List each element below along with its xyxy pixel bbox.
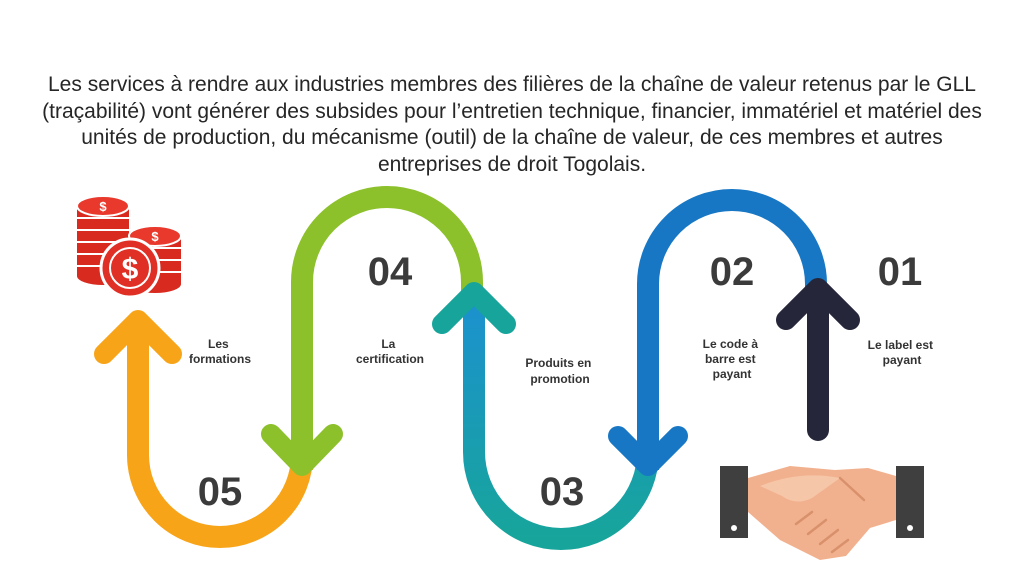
step-01-label-line: Le label est: [867, 338, 934, 352]
step-03-label: [525, 356, 594, 386]
svg-text:$: $: [121, 253, 139, 286]
step-05-label-line: formations: [188, 352, 252, 366]
step-04-number: 04: [367, 250, 413, 294]
step-01-label-line: payant: [882, 353, 922, 367]
svg-text:$: $: [99, 199, 107, 214]
step-02-label-line: barre est: [704, 352, 756, 366]
step-03-label-line: Produits en: [525, 356, 592, 370]
step-01-number: 01: [877, 250, 923, 294]
step-02-label: [703, 337, 762, 381]
step-03-number: 03: [539, 470, 585, 514]
step-03-label-line: promotion: [530, 372, 590, 386]
step-01-label: [868, 338, 937, 367]
step-02-number: 02: [709, 250, 755, 294]
step-05-number: 05: [197, 470, 243, 514]
step-02-label-line: Le code à: [702, 337, 759, 351]
step-02-label-line: payant: [712, 367, 752, 381]
step-04-label: [356, 337, 424, 366]
step-04-label-line: La: [381, 337, 396, 351]
step-02-path: [618, 200, 816, 470]
handshake-icon: [720, 466, 924, 560]
headline: Les services à rendre aux industries membres des filières de la chaîne de valeur retenus par le GLL (traçabilité) vont générer des subsides pour l’entretien technique, financier, immatériel et matériel des unités de production, du mécanisme (outil) de la chaîne de valeur, de ces membres et autres entreprises de droit Togolais.: [42, 73, 982, 176]
step-05-label-line: Les: [207, 337, 229, 351]
svg-text:$: $: [151, 229, 159, 244]
step-01-path: [786, 288, 850, 430]
dollar-coins-icon: [77, 196, 181, 297]
step-05-label: [189, 337, 251, 366]
step-04-label-line: certification: [355, 352, 425, 366]
